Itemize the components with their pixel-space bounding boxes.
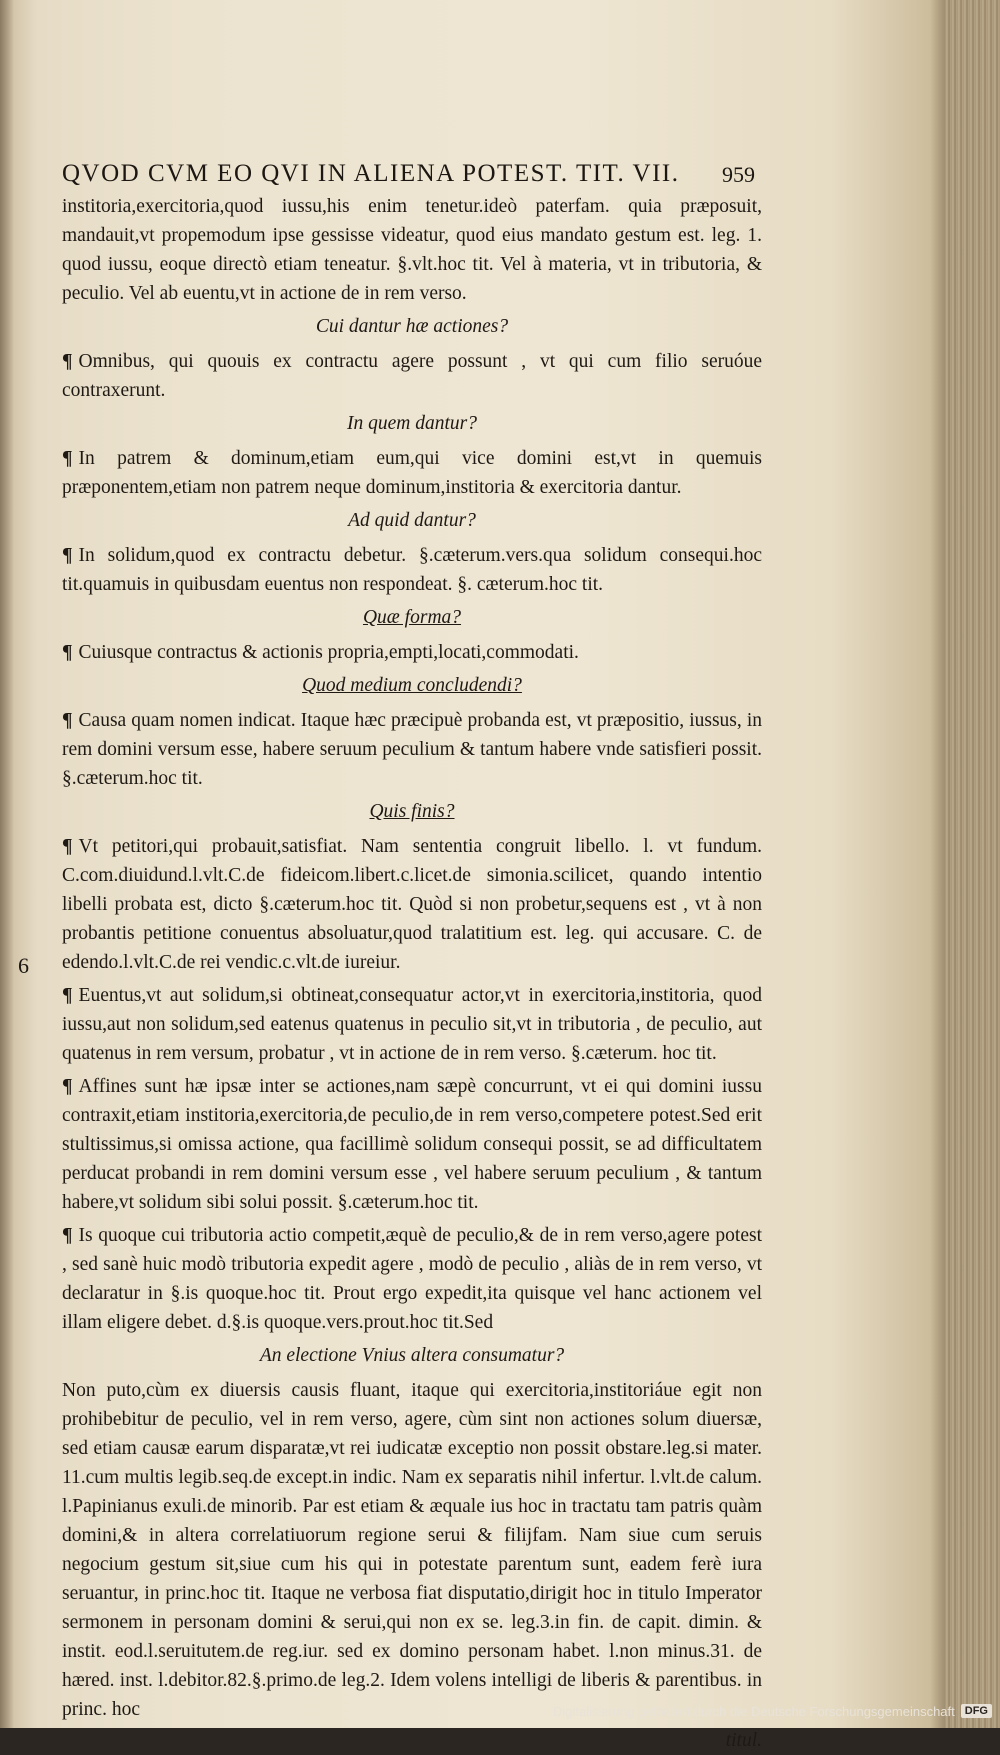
footer-credit: [553, 1700, 992, 1722]
paragraph-mark-icon: ¶: [62, 642, 73, 663]
body-paragraph: [62, 981, 762, 1068]
catchword: titul.: [62, 1726, 762, 1755]
paragraph-mark-icon: ¶: [62, 1225, 73, 1246]
body-paragraph: [62, 192, 762, 308]
body-paragraph: [62, 444, 762, 502]
section-question-text: An electione Vnius altera consumatur?: [260, 1345, 564, 1366]
section-question: [62, 506, 762, 535]
paragraph-text: institoria,exercitoria,quod iussu,his enim tenetur.ideò paterfam. quia præposuit, mandauit,vt propemodum ipse gessisse videatur, quod eius mandato gestum est. leg. 1. quod iussu, eoque directò etiam teneatur. §.vlt.hoc tit. Vel à materia, vt in tributoria, & peculio. Vel ab euentu,vt in actione de in rem verso.: [62, 196, 762, 304]
section-question-text: Ad quid dantur?: [348, 510, 476, 531]
paragraph-text: Is quoque cui tributoria actio competit,æquè de peculio,& de in rem verso,agere potest , sed sanè huic modò tributoria expedit agere , modò de peculio , aliàs de in rem verso, vt declaratur in §.is quoque.hoc tit. Prout ergo expedit,ita quisque vel hanc actionem vel illam eligere debet. d.§.is quoque.vers.prout.hoc tit.Sed: [62, 1225, 762, 1333]
paragraph-text: In solidum,quod ex contractu debetur. §.cæterum.vers.qua solidum consequi.hoc tit.quamuis in quibusdam euentus non respondeat. §. cæterum.hoc tit.: [62, 545, 762, 595]
binding-gutter: [0, 0, 14, 1728]
paragraph-text: Non puto,cùm ex diuersis causis fluant, itaque qui exercitoria,institoriáue egit non prohibebitur de peculio, vel in rem verso, agere, cùm sint non actiones solum diuersæ, sed etiam causæ earum disparatæ,vt rei iudicatæ exceptio non possit obstare.leg.si mater. 11.cum multis legib.seq.de except.in indic. Nam ex separatis nihil infertur. l.vlt.de calum. l.Papinianus exuli.de minorib. Par est etiam & æquale ius hoc in tractatu tam patris quàm domini,& in altera correlatiuorum regione serui & filijfam. Nam siue cum seruis negocium gestum sit,siue cum his qui in potestate parentum sunt, eadem ferè iura seruantur, in princ.hoc tit. Itaque ne verbosa fiat disputatio,dirigit hoc in titulo Imperator sermonem in personam domini & serui,qui non ex se. leg.3.in fin. de capit. dimin. & instit. eod.l.seruitutem.de reg.iur. sed ex domino personam habet. l.non minus.31. de hæred. inst. l.debitor.82.§.primo.de leg.2. Idem volens intelligi de liberis & parentibus. in princ. hoc: [62, 1380, 762, 1720]
running-title: QVOD CVM EO QVI IN ALIENA POTEST. TIT. VII.: [62, 160, 772, 188]
paragraph-text: In patrem & dominum,etiam eum,qui vice domini est,vt in quemuis præponentem,etiam non patrem neque dominum,institoria & exercitoria dantur.: [62, 448, 762, 498]
body-paragraph: [62, 1221, 762, 1337]
paragraph-text: Cuiusque contractus & actionis propria,empti,locati,commodati.: [79, 642, 579, 663]
body-paragraph: [62, 638, 762, 667]
page-number: 959: [722, 162, 755, 188]
section-question: [62, 312, 762, 341]
body-paragraph: [62, 1072, 762, 1217]
paragraph-mark-icon: ¶: [62, 836, 73, 857]
paragraph-text: Affines sunt hæ ipsæ inter se actiones,nam sæpè concurrunt, vt ei qui domini iussu contraxit,etiam institoria,exercitoria,de peculio,de in rem verso,competere potest.Sed erit stultissimus,si omissa actione, qua facillimè solidum consequi possit, se ad difficultatem perducat probandi in rem domini versum esse , vel habere seruum peculium , & tantum habere,vt solidum sibi solui possit. §.cæterum.hoc tit.: [62, 1076, 762, 1213]
section-question-text: Cui dantur hæ actiones?: [316, 316, 508, 337]
section-question: [62, 797, 762, 826]
section-question-text: Quæ forma?: [363, 607, 461, 628]
paragraph-mark-icon: ¶: [62, 351, 73, 372]
paragraph-text: Omnibus, qui quouis ex contractu agere possunt , vt qui cum filio seruóue contraxerunt.: [62, 351, 762, 401]
body-paragraph: [62, 541, 762, 599]
paragraph-text: Causa quam nomen indicat. Itaque hæc præcipuè probanda est, vt præpositio, iussus, in rem domini versum esse, habere seruum peculium & tantum habere vnde satisfieri possit. §.cæterum.hoc tit.: [62, 710, 762, 789]
margin-note-number: 6: [18, 953, 29, 979]
paragraph-text: Euentus,vt aut solidum,si obtineat,consequatur actor,vt in exercitoria,institoria, quod iussu,aut non solidum,sed eatenus quatenus in peculio sit,vt in tributoria , de peculio, aut quatenus in rem versum, probatur , vt in actione de in rem verso. §.cæterum. hoc tit.: [62, 985, 762, 1064]
section-question-text: Quod medium concludendi?: [302, 675, 522, 696]
paragraph-text: Vt petitori,qui probauit,satisfiat. Nam sententia congruit libello. l. vt fundum. C.com.diuidund.l.vlt.C.de fideicom.libert.c.licet.de simonia.scilicet, quando intentio libelli probata est, dicto §.cæterum.hoc tit. Quòd si non probetur,sequens est , vt à non probantis petitione conuentus absoluatur,quod tralatitium est. leg. qui accusare. C. de edendo.l.vlt.C.de rei vendic.c.vlt.de iureiur.: [62, 836, 762, 973]
dfg-logo: DFG: [961, 1704, 992, 1718]
body-paragraph: [62, 832, 762, 977]
body-paragraph: [62, 706, 762, 793]
page-stack-edges: [945, 0, 1000, 1728]
section-question: [62, 603, 762, 632]
footer-credit-text: Digitalisierung gefördert durch die Deutsche Forschungsgemeinschaft: [553, 1704, 955, 1719]
paragraph-mark-icon: ¶: [62, 985, 73, 1006]
section-question: [62, 409, 762, 438]
section-question: [62, 671, 762, 700]
section-question: [62, 1341, 762, 1370]
paragraph-mark-icon: ¶: [62, 448, 73, 469]
body-paragraph: [62, 1376, 762, 1724]
body-paragraph: [62, 347, 762, 405]
paragraph-mark-icon: ¶: [62, 1076, 73, 1097]
page-body: [62, 192, 762, 1755]
section-question-text: Quis finis?: [369, 801, 454, 822]
paragraph-mark-icon: ¶: [62, 545, 73, 566]
paragraph-mark-icon: ¶: [62, 710, 73, 731]
section-question-text: In quem dantur?: [347, 413, 477, 434]
